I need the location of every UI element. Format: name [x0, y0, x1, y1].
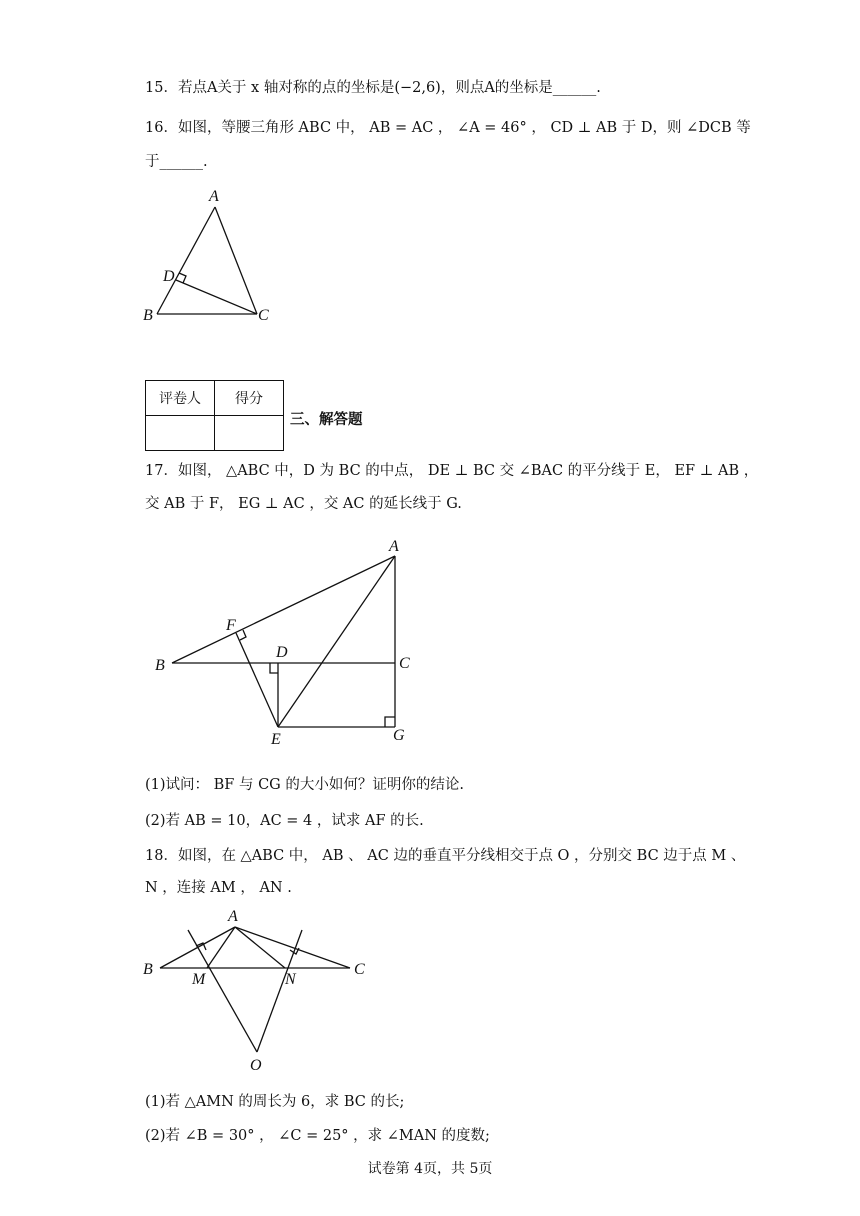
label-b: B — [143, 961, 153, 978]
label-g: G — [393, 727, 405, 744]
label-c: C — [354, 961, 365, 978]
score-table-score-cell[interactable] — [215, 416, 284, 451]
question-16-line-2: 于______. — [145, 154, 208, 170]
score-table-grader-cell[interactable] — [146, 416, 215, 451]
page-footer: 试卷第 4页，共 5页 — [367, 1161, 493, 1177]
label-c: C — [399, 655, 410, 672]
question-17-part-1: (1)试问： BF 与 CG 的大小如何？证明你的结论. — [145, 777, 464, 793]
label-n: N — [285, 971, 296, 988]
section-title: 三、解答题 — [290, 412, 363, 428]
label-d: D — [276, 644, 288, 661]
label-o: O — [250, 1057, 262, 1074]
label-c: C — [258, 307, 269, 324]
question-18-line-2: N ，连接 AM ， AN . — [145, 880, 292, 896]
label-e: E — [271, 731, 281, 748]
question-18-part-1: (1)若 △AMN 的周长为 6，求 BC 的长; — [145, 1094, 405, 1110]
question-16-line-1: 16．如图，等腰三角形 ABC 中， AB = AC ， ∠A = 46° ， CD ⊥ AB 于 D，则 ∠DCB 等 — [145, 120, 751, 136]
label-a: A — [228, 908, 238, 925]
question-15: 15．若点A关于 x 轴对称的点的坐标是(−2,6)，则点A的坐标是______. — [145, 80, 601, 96]
score-table-grader-header: 评卷人 — [146, 381, 215, 416]
label-d: D — [163, 268, 175, 285]
label-a: A — [389, 538, 399, 555]
question-17-line-2: 交 AB 于 F， EG ⊥ AC ，交 AC 的延长线于 G. — [145, 496, 462, 512]
question-17-line-1: 17．如图， △ABC 中，D 为 BC 的中点， DE ⊥ BC 交 ∠BAC 的平分线于 E， EF ⊥ AB ， — [145, 463, 759, 479]
question-18-part-2: (2)若 ∠B = 30° ， ∠C = 25° ，求 ∠MAN 的度数; — [145, 1128, 490, 1144]
question-17-part-2: (2)若 AB = 10，AC = 4 ，试求 AF 的长. — [145, 813, 424, 829]
question-18-line-1: 18．如图，在 △ABC 中， AB 、 AC 边的垂直平分线相交于点 O ，分别交 BC 边于点 M 、 — [145, 848, 746, 864]
label-a: A — [209, 188, 219, 205]
label-f: F — [226, 617, 236, 634]
label-m: M — [192, 971, 206, 988]
label-b: B — [155, 657, 165, 674]
label-b: B — [143, 307, 153, 324]
score-table-score-header: 得分 — [215, 381, 284, 416]
score-table — [145, 380, 284, 451]
